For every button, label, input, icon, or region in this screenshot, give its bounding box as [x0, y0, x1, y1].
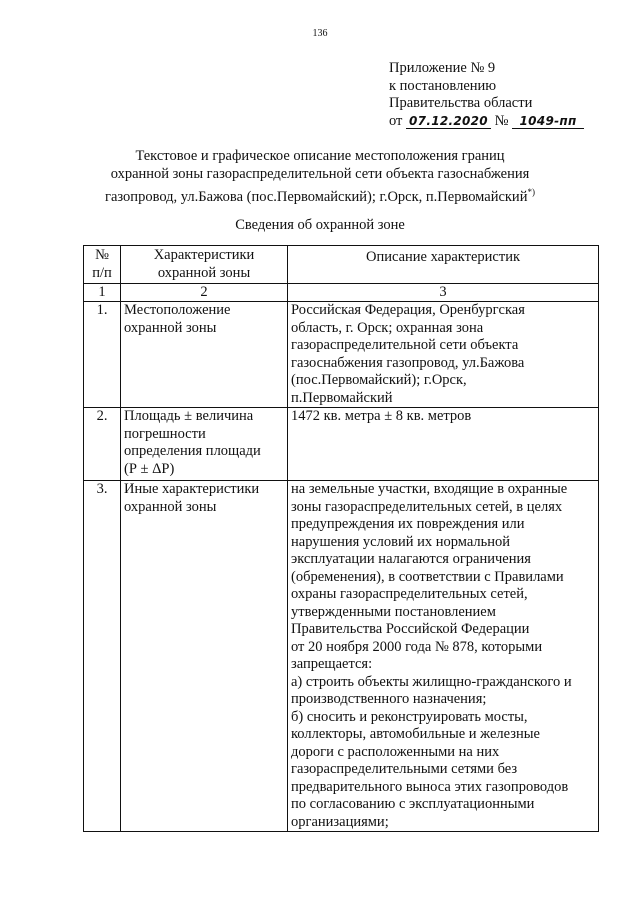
- row-description: 1472 кв. метра ± 8 кв. метров: [288, 408, 599, 481]
- row-characteristic: Иные характеристики охранной зоны: [121, 481, 288, 832]
- title-line-3: [0, 183, 640, 206]
- row-characteristic: Площадь ± величина погрешности определения площади (Р ± ΔР): [121, 408, 288, 481]
- table-row: [84, 302, 599, 408]
- title-line-2: охранной зоны газораспределительной сети объекта газоснабжения: [110, 166, 530, 182]
- header-description: Описание характеристик: [288, 246, 599, 284]
- appendix-ot-label: от: [389, 112, 403, 129]
- table-row: [84, 408, 599, 481]
- title-line-1: Текстовое и графическое описание местоположения границ: [135, 148, 505, 164]
- appendix-line-1: Приложение № 9: [389, 60, 496, 76]
- handwritten-date: 07.12.2020: [406, 114, 491, 129]
- appendix-date-line: [389, 113, 584, 131]
- column-number-row: [84, 284, 599, 302]
- column-number-1: 1: [84, 284, 121, 302]
- zone-info-table: [83, 245, 599, 832]
- handwritten-number: 1049-пп: [512, 114, 584, 129]
- table-header-row: [84, 246, 599, 284]
- number-sign: №: [494, 112, 509, 129]
- page-number: 136: [312, 28, 328, 39]
- row-num: 2.: [84, 408, 121, 481]
- section-subtitle: Сведения об охранной зоне: [235, 217, 405, 233]
- column-number-2: 2: [121, 284, 288, 302]
- table-row: [84, 481, 599, 832]
- title-line-3-text: газопровод, ул.Бажова (пос.Первомайский); г.Орск, п.Первомайский: [105, 188, 528, 205]
- column-number-3: 3: [288, 284, 599, 302]
- header-num: № п/п: [84, 246, 121, 284]
- row-description: Российская Федерация, Оренбургская область, г. Орск; охранная зона газораспределительной сети объекта газоснабжения газопровод, ул.Бажова (пос.Первомайский); г.Орск, п.Первомайский: [288, 302, 599, 408]
- appendix-line-2: к постановлению: [389, 77, 497, 94]
- row-description: на земельные участки, входящие в охранные зоны газораспределительных сетей, в целях предупреждения их повреждения или нарушения условий их нормальной эксплуатации налагаются ограничения (обременения), в соответствии с Правилами охраны газораспределительных сетей, утвержденными постановлением Правительства Российской Федерации от 20 ноября 2000 года № 878, которыми запрещается: а) строить объекты жилищно-гражданского и производственного назначения; б) сносить и реконструировать мосты, коллекторы, автомобильные и железные дороги с расположенными на них газораспределительными сетями без предварительного выноса этих газопроводов по согласованию с эксплуатационными организациями;: [288, 481, 599, 832]
- row-num: 1.: [84, 302, 121, 408]
- appendix-line-3: Правительства области: [389, 95, 533, 111]
- row-characteristic: Местоположение охранной зоны: [121, 302, 288, 408]
- header-characteristic: Характеристики охранной зоны: [121, 246, 288, 284]
- appendix-block: [389, 60, 584, 130]
- row-num: 3.: [84, 481, 121, 832]
- footnote-mark: *): [527, 187, 535, 197]
- document-title: [0, 147, 640, 206]
